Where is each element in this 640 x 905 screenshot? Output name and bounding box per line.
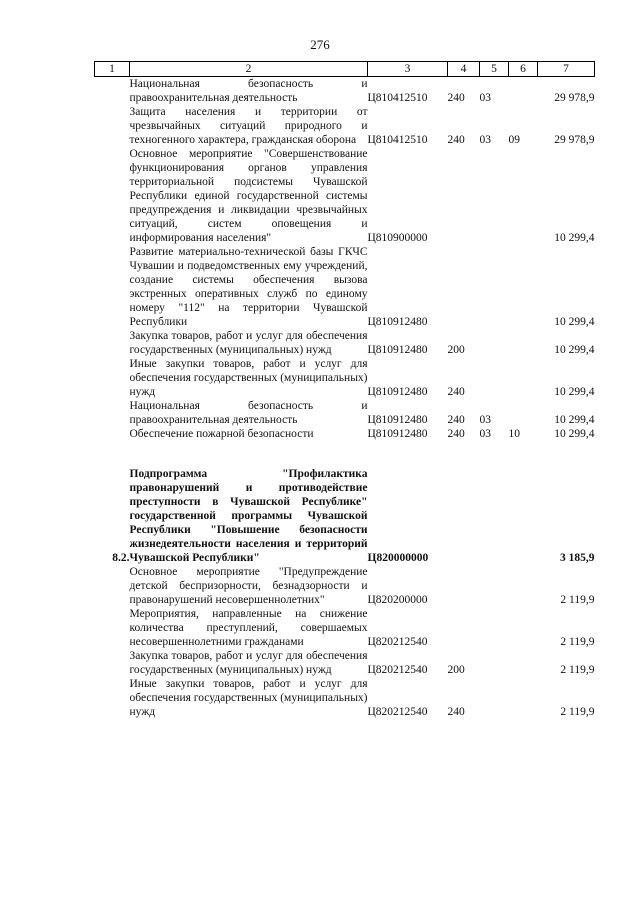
table-row (95, 677, 595, 719)
subsection-code (509, 357, 538, 399)
expense-type-code: 240 (447, 706, 465, 718)
item-number (95, 399, 130, 427)
column-header: 7 (538, 62, 595, 77)
column-header: 3 (368, 62, 448, 77)
target-article-code: Ц820212540 (367, 706, 428, 718)
item-number (95, 245, 130, 329)
amount: 10 299,4 (554, 386, 595, 398)
item-name: Иные закупки товаров, работ и услуг для обеспечения государственных (муниципальных) нужд (129, 358, 368, 398)
item-name: Национальная безопасность и правоохранительная деятельность (129, 400, 368, 426)
item-name: Закупка товаров, работ и услуг для обеспечения государственных (муниципальных) нужд (129, 330, 368, 356)
table-row (95, 77, 595, 106)
section-code (480, 329, 509, 357)
section-code: 03 (479, 428, 491, 440)
table-row (95, 245, 595, 329)
subsection-code: 09 (508, 134, 520, 146)
column-header: 5 (480, 62, 509, 77)
section-code (480, 467, 509, 565)
subsection-code (509, 467, 538, 565)
item-number (95, 427, 130, 441)
subsection-code (509, 245, 538, 329)
budget-table (94, 61, 595, 719)
section-code (480, 357, 509, 399)
item-number (95, 565, 130, 607)
item-name: Обеспечение пожарной безопасности (129, 428, 314, 440)
item-number (95, 649, 130, 677)
expense-type-code: 240 (447, 386, 465, 398)
amount: 29 978,9 (554, 92, 595, 104)
subsection-code (509, 77, 538, 106)
item-name: Иные закупки товаров, работ и услуг для обеспечения государственных (муниципальных) нужд (129, 678, 368, 718)
target-article-code: Ц810912480 (367, 414, 428, 426)
amount: 2 119,9 (560, 636, 595, 648)
column-header: 4 (448, 62, 480, 77)
table-row (95, 427, 595, 441)
item-name: Основное мероприятие "Предупреждение детской беспризорности, безнадзорности и правонарушений несовершеннолетних" (129, 566, 368, 606)
target-article-code: Ц810412510 (367, 92, 428, 104)
amount: 10 299,4 (554, 344, 595, 356)
amount: 10 299,4 (554, 316, 595, 328)
target-article-code: Ц810912480 (367, 386, 428, 398)
item-number (95, 329, 130, 357)
table-row (95, 607, 595, 649)
item-name: Основное мероприятие "Совершенствование функционирования органов управления территориальной подсистемы Чувашской Республики единой государственной системы предупреждения и ликвидации чрезвычайных ситуаций, систем оповещения и информирования населения" (129, 148, 368, 244)
subsection-code (509, 147, 538, 245)
subsection-code (509, 399, 538, 427)
column-header: 6 (509, 62, 538, 77)
item-number (95, 357, 130, 399)
amount: 10 299,4 (554, 414, 595, 426)
amount: 10 299,4 (554, 428, 595, 440)
expense-type-code (448, 245, 480, 329)
table-row (95, 147, 595, 245)
expense-type-code (448, 565, 480, 607)
item-name: Мероприятия, направленные на снижение количества преступлений, совершаемых несовершеннолетними гражданами (129, 608, 368, 648)
subsection-code: 10 (508, 428, 520, 440)
target-article-code: Ц810912480 (367, 428, 428, 440)
section-code (480, 147, 509, 245)
subsection-code (509, 649, 538, 677)
section-code (480, 565, 509, 607)
item-number (95, 105, 130, 147)
amount: 29 978,9 (554, 134, 595, 146)
subsection-code (509, 677, 538, 719)
expense-type-code: 240 (447, 134, 465, 146)
expense-type-code: 200 (447, 344, 465, 356)
amount: 2 119,9 (560, 706, 595, 718)
section-code: 03 (479, 414, 491, 426)
expense-type-code: 240 (447, 414, 465, 426)
amount: 2 119,9 (560, 594, 595, 606)
table-row (95, 649, 595, 677)
expense-type-code (448, 607, 480, 649)
item-number (95, 677, 130, 719)
target-article-code: Ц820000000 (367, 552, 429, 564)
item-number (95, 147, 130, 245)
expense-type-code: 200 (447, 664, 465, 676)
target-article-code: Ц820212540 (367, 664, 428, 676)
item-number (95, 77, 130, 106)
item-number (95, 607, 130, 649)
item-name: Национальная безопасность и правоохранительная деятельность (129, 78, 368, 104)
expense-type-code (448, 147, 480, 245)
column-header: 1 (95, 62, 130, 77)
section-code (480, 245, 509, 329)
amount: 10 299,4 (554, 232, 595, 244)
expense-type-code: 240 (447, 428, 465, 440)
table-row (95, 565, 595, 607)
subsection-code (509, 607, 538, 649)
target-article-code: Ц810900000 (367, 232, 428, 244)
subsection-code (509, 565, 538, 607)
target-article-code: Ц810912480 (367, 316, 428, 328)
section-code (480, 649, 509, 677)
amount: 2 119,9 (560, 664, 595, 676)
section-code (480, 607, 509, 649)
item-name: Подпрограмма "Профилактика правонарушений и противодействие преступности в Чувашской Республике" государственной программы Чувашской Республики "Повышение безопасности жизнедеятельности населения и территорий Чувашской Республики" (129, 468, 368, 564)
target-article-code: Ц810412510 (367, 134, 428, 146)
amount: 3 185,9 (560, 552, 595, 564)
target-article-code: Ц810912480 (367, 344, 428, 356)
item-name: Закупка товаров, работ и услуг для обеспечения государственных (муниципальных) нужд (129, 650, 368, 676)
item-name: Развитие материально-технической базы ГКЧС Чувашии и подведомственных ему учреждений, создание системы обеспечения вызова экстренных оперативных служб по единому номеру "112" на территории Чувашской Республики (129, 246, 368, 328)
table-row (95, 329, 595, 357)
table-row (95, 105, 595, 147)
column-number-header-row (95, 62, 595, 77)
page-number: 276 (310, 37, 330, 52)
section-code: 03 (479, 92, 491, 104)
item-number: 8.2. (112, 552, 130, 564)
subprogram-row (95, 467, 595, 565)
column-header: 2 (130, 62, 368, 77)
table-row (95, 399, 595, 427)
expense-type-code (448, 467, 480, 565)
item-name: Защита населения и территории от чрезвычайных ситуаций природного и техногенного характера, гражданская оборона (129, 106, 368, 146)
section-code: 03 (479, 134, 491, 146)
target-article-code: Ц820200000 (367, 594, 428, 606)
spacer-row (95, 441, 595, 467)
subsection-code (509, 329, 538, 357)
target-article-code: Ц820212540 (367, 636, 428, 648)
section-code (480, 677, 509, 719)
expense-type-code: 240 (447, 92, 465, 104)
table-row (95, 357, 595, 399)
